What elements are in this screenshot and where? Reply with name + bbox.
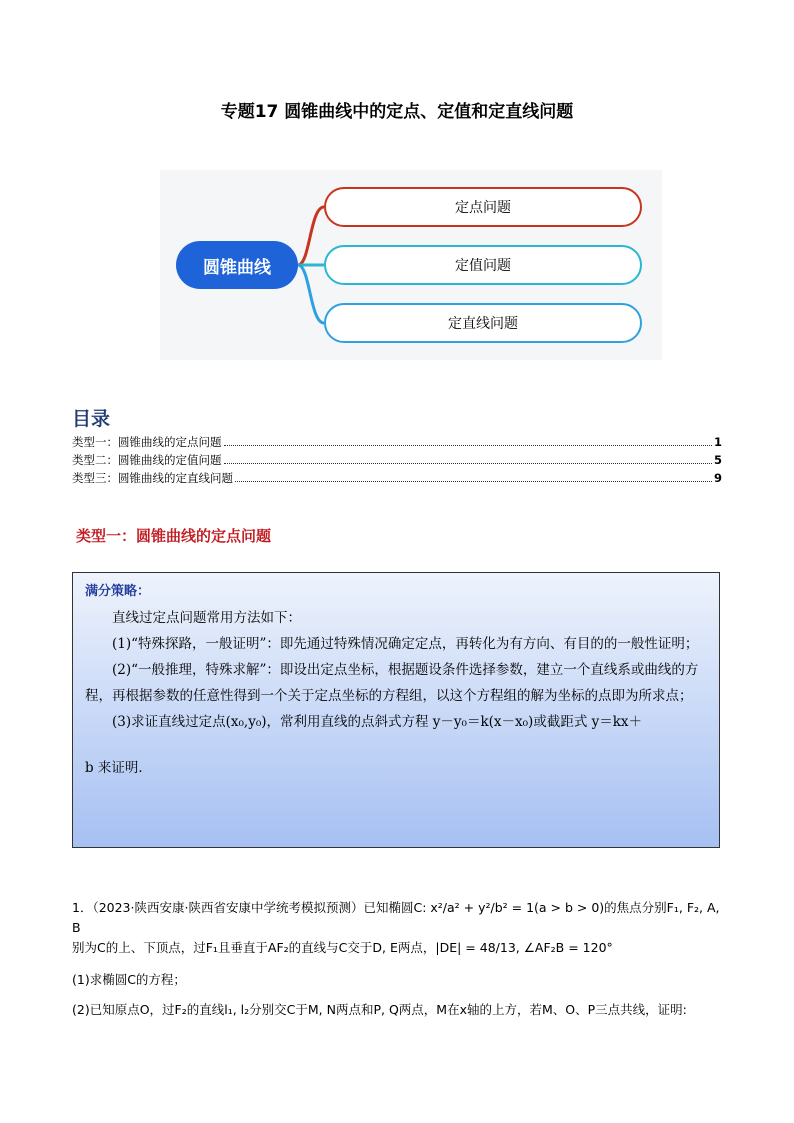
strategy-line: (2)“一般推理，特殊求解”：即设出定点坐标，根据题设条件选择参数，建立一个直线系或曲线的方程，再根据参数的任意性得到一个关于定点坐标的方程组，以这个方程组的解为坐标的点即为所求点； <box>85 662 699 704</box>
mind-map <box>160 170 662 360</box>
strategy-line: b 来证明． <box>85 760 152 776</box>
problem-line: (2)已知原点O，过F₂的直线l₁, l₂分别交C于M, N两点和P, Q两点，M在x轴的上方，若M、O、P三点共线，证明: <box>72 1002 687 1017</box>
mind-map-node-fixed-value: 定值问题 <box>324 245 642 285</box>
toc-item-label: 类型一：圆锥曲线的定点问题 <box>72 435 222 449</box>
toc-dots <box>224 454 712 464</box>
toc-heading: 目录 <box>72 408 111 430</box>
mind-map-node-fixed-line: 定直线问题 <box>324 303 642 343</box>
strategy-line: (3)求证直线过定点(x₀,y₀)，常利用直线的点斜式方程 y－y₀＝k(x－x₀)或截距式 y＝kx＋ <box>112 714 643 730</box>
toc-dots <box>235 472 712 482</box>
problem-line: 别为C的上、下顶点，过F₁且垂直于AF₂的直线与C交于D, E两点，|DE| = 48/13, ∠AF₂B = 120° <box>72 940 613 955</box>
strategy-heading: 满分策略： <box>85 584 151 599</box>
toc-item[interactable] <box>72 452 722 468</box>
strategy-line: (1)“特殊探路，一般证明”：即先通过特殊情况确定定点，再转化为有方向、有目的的一般性证明； <box>112 636 699 652</box>
mind-map-root: 圆锥曲线 <box>176 241 298 289</box>
strategy-box <box>72 572 720 848</box>
toc-item-page: 5 <box>713 453 722 467</box>
page-title: 专题17 圆锥曲线中的定点、定值和定直线问题 <box>220 102 574 122</box>
toc-item-label: 类型三：圆锥曲线的定直线问题 <box>72 471 233 485</box>
toc-item-label: 类型二：圆锥曲线的定值问题 <box>72 453 222 467</box>
toc-item-page: 1 <box>713 435 722 449</box>
problem-line: (1)求椭圆C的方程； <box>72 972 186 987</box>
toc-item[interactable] <box>72 470 722 486</box>
toc-item-page: 9 <box>713 471 722 485</box>
strategy-line: 直线过定点问题常用方法如下： <box>112 610 301 626</box>
section-heading: 类型一：圆锥曲线的定点问题 <box>76 527 272 545</box>
toc-item[interactable] <box>72 434 722 450</box>
toc-dots <box>224 436 712 446</box>
mind-map-node-fixed-point: 定点问题 <box>324 187 642 227</box>
problem-line: 1．（2023·陕西安康·陕西省安康中学统考模拟预测）已知椭圆C: x²/a² + y²/b² = 1(a > b > 0)的焦点分别F₁, F₂, A, B <box>72 900 720 935</box>
